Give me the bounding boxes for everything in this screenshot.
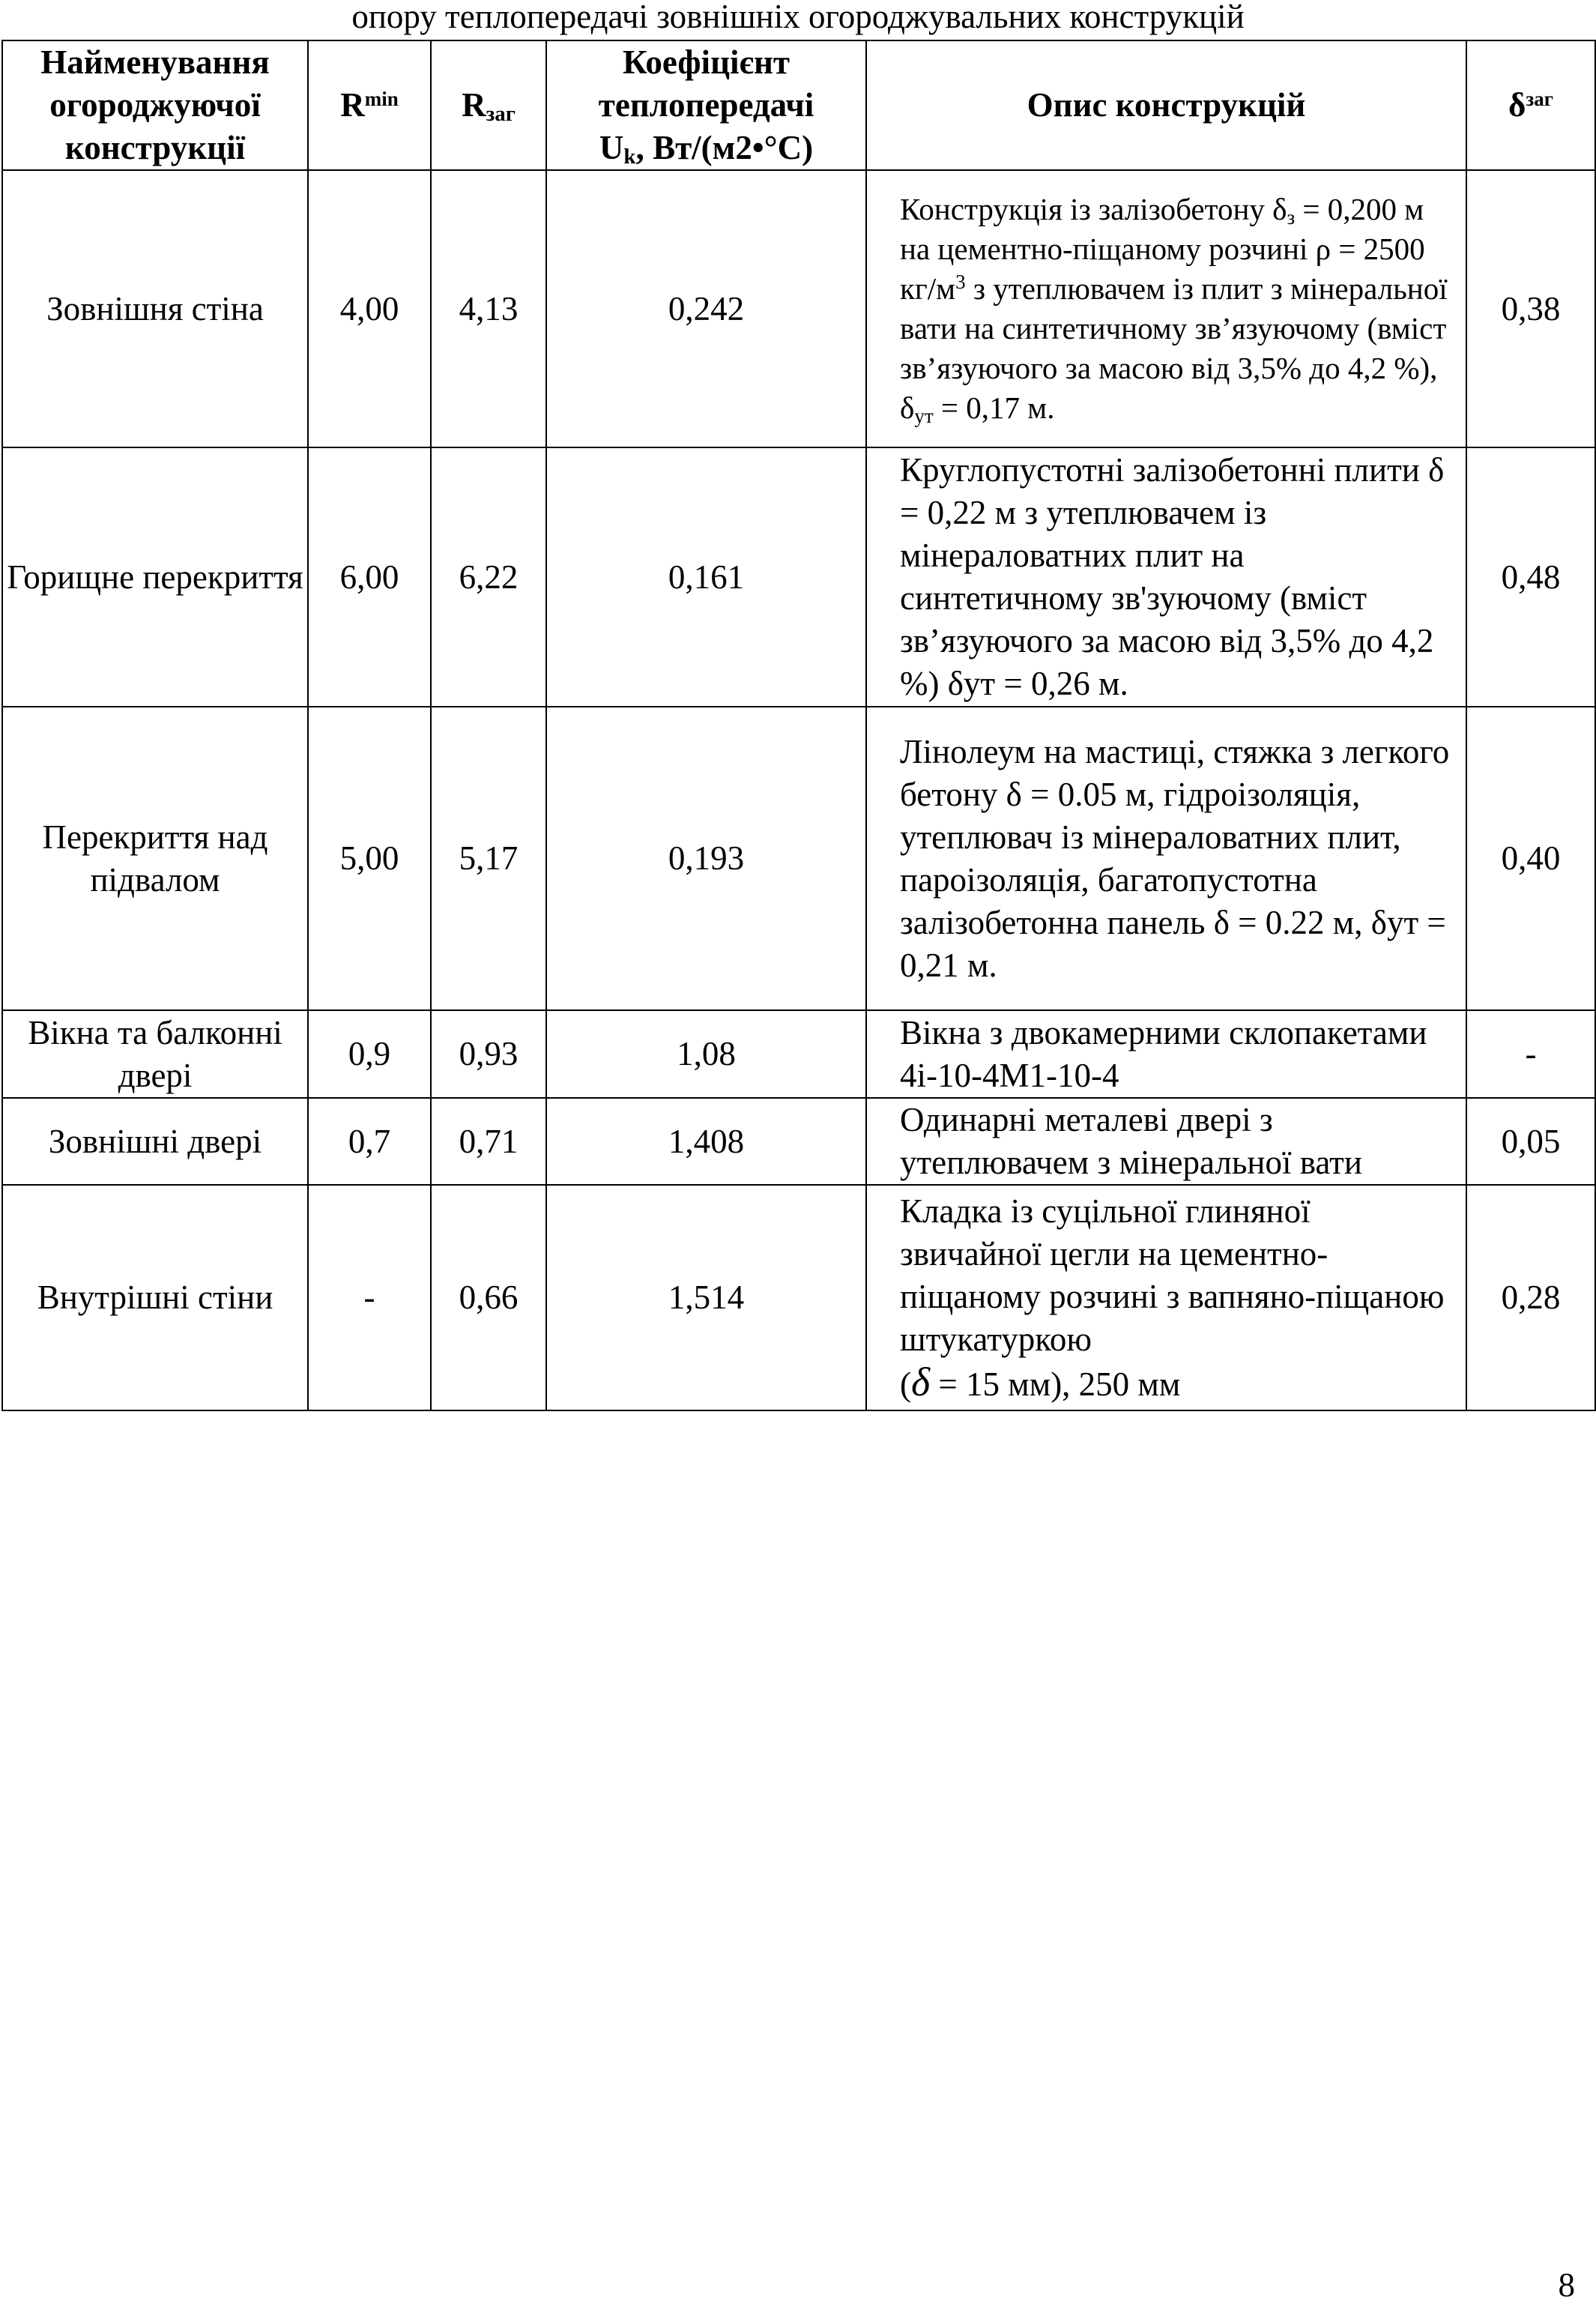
cell-delta: - — [1466, 1010, 1595, 1098]
cell-rzag: 4,13 — [431, 170, 546, 447]
cell-delta: 0,38 — [1466, 170, 1595, 447]
cell-description: Вікна з двокамерними склопакетами 4і-10-4М1-10-4 — [866, 1010, 1466, 1098]
cell-rmin: - — [308, 1185, 431, 1410]
cell-delta: 0,28 — [1466, 1185, 1595, 1410]
cell-delta: 0,48 — [1466, 447, 1595, 707]
table-row — [2, 707, 1595, 1010]
cell-name: Зовнішні двері — [2, 1098, 308, 1185]
cell-rzag: 0,66 — [431, 1185, 546, 1410]
header-description: Опис конструкцій — [866, 40, 1466, 170]
cell-description: Круглопустотні залізобетонні плити δ = 0,22 м з утеплювачем із мінераловатних плит на синтетичному зв'зуючому (вміст зв’язуючого за масою від 3,5% до 4,2 %) δут = 0,26 м. — [866, 447, 1466, 707]
cell-description: Кладка із суцільної глиняної звичайної цегли на цементно-піщаному розчині з вапняно-піщаною штукатуркою (δ = 15 мм), 250 мм — [866, 1185, 1466, 1410]
cell-u: 1,514 — [546, 1185, 866, 1410]
cell-u: 0,193 — [546, 707, 866, 1010]
cell-delta: 0,40 — [1466, 707, 1595, 1010]
cell-rzag: 0,71 — [431, 1098, 546, 1185]
header-row — [2, 40, 1595, 170]
heat-transfer-table — [1, 40, 1596, 1411]
header-construction-name: Найменування огороджуючої конструкції — [2, 40, 308, 170]
cell-name: Горищне перекриття — [2, 447, 308, 707]
cell-rmin: 6,00 — [308, 447, 431, 707]
cell-rzag: 0,93 — [431, 1010, 546, 1098]
cell-rmin: 4,00 — [308, 170, 431, 447]
cell-delta: 0,05 — [1466, 1098, 1595, 1185]
cell-description: Лінолеум на мастиці, стяжка з легкого бетону δ = 0.05 м, гідроізоляція, утеплювач із мінераловатних плит, пароізоляція, багатопустотна залізобетонна панель δ = 0.22 м, δут = 0,21 м. — [866, 707, 1466, 1010]
cell-name: Вікна та балконні двері — [2, 1010, 308, 1098]
cell-name: Внутрішні стіни — [2, 1185, 308, 1410]
page-number: 8 — [1558, 2266, 1575, 2304]
table-row — [2, 1010, 1595, 1098]
cell-rmin: 0,9 — [308, 1010, 431, 1098]
header-rmin: $R^{min}$ — [308, 40, 431, 170]
cell-rzag: 6,22 — [431, 447, 546, 707]
table-row — [2, 447, 1595, 707]
cell-u: 1,408 — [546, 1098, 866, 1185]
table-caption: опору теплопередачі зовнішніх огороджувальних конструкцій — [351, 0, 1245, 35]
cell-u: 0,242 — [546, 170, 866, 447]
header-delta: $\delta^{заг}$ — [1466, 40, 1595, 170]
cell-description: Конструкція із залізобетону $\delta_з = 0,200$ м на цементно-піщаному розчині ρ = 2500 $кг/м^3$ з утеплювачем із плит з мінеральної вати на синтетичному зв’язуючому (вміст зв’язуючого за масою від 3,5% до 4,2 %), $\delta_{ут} = 0,17$ м. — [866, 170, 1466, 447]
cell-rmin: 5,00 — [308, 707, 431, 1010]
cell-rzag: 5,17 — [431, 707, 546, 1010]
cell-rmin: 0,7 — [308, 1098, 431, 1185]
header-heat-transfer-coef: Коефіцієнт теплопередачі Uk, Вт/(м2•°С) — [546, 40, 866, 170]
table-row — [2, 1185, 1595, 1410]
cell-u: 1,08 — [546, 1010, 866, 1098]
cell-description: Одинарні металеві двері з утеплювачем з мінеральної вати — [866, 1098, 1466, 1185]
cell-name: Перекриття над підвалом — [2, 707, 308, 1010]
cell-u: 0,161 — [546, 447, 866, 707]
table-row — [2, 170, 1595, 447]
header-rzag: Rзаг — [431, 40, 546, 170]
table-row — [2, 1098, 1595, 1185]
cell-name: Зовнішня стіна — [2, 170, 308, 447]
